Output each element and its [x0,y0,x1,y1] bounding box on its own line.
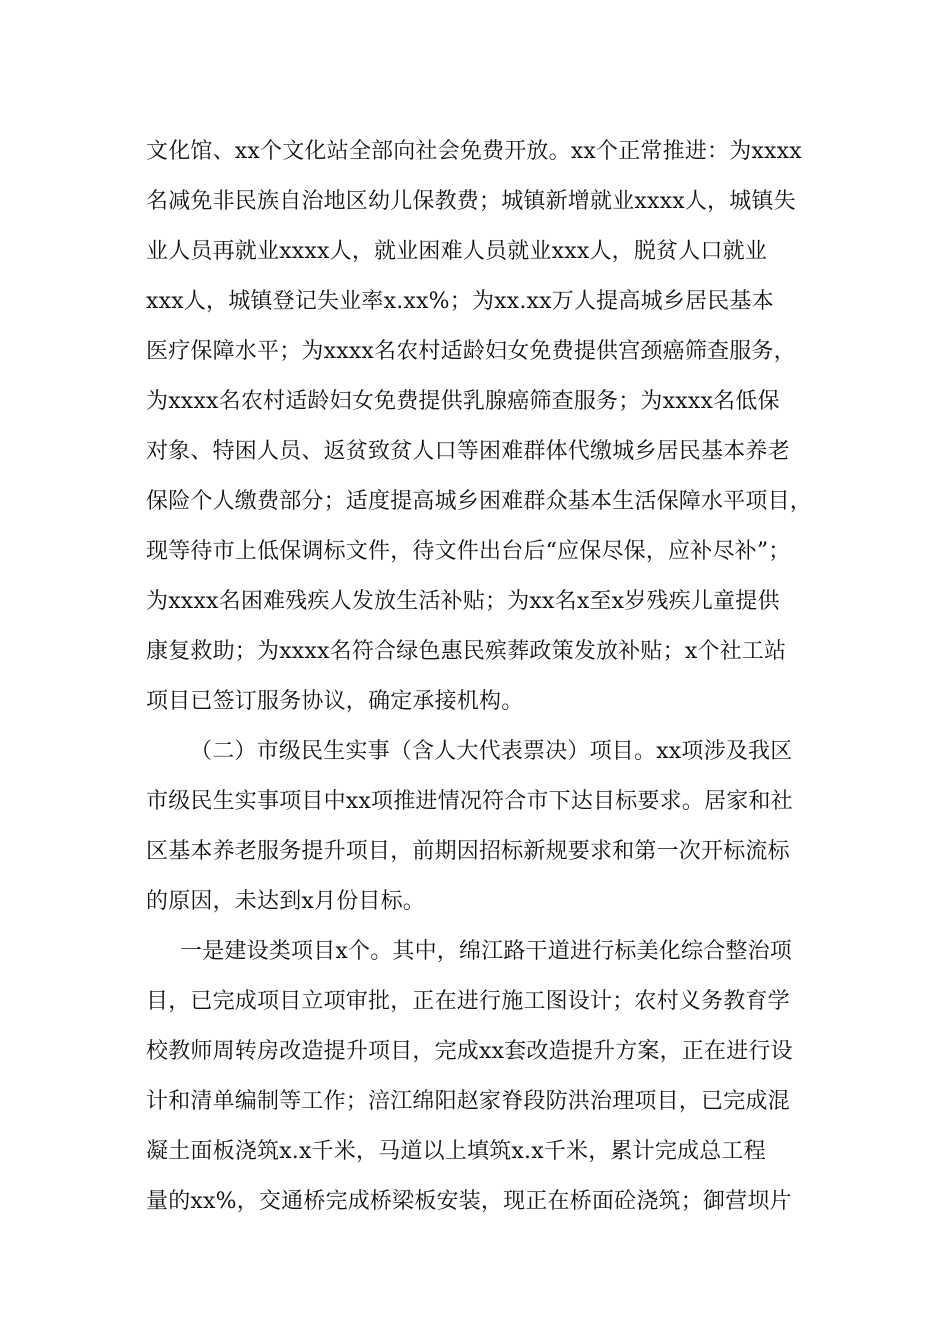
paragraph-line: 医疗保障水平；为xxxx名农村适龄妇女免费提供宫颈癌筛查服务， [146,339,796,364]
paragraph-line: 目，已完成项目立项审批，正在进行施工图设计；农村义务教育学 [146,989,790,1014]
paragraph-line: 保险个人缴费部分；适度提高城乡困难群众基本生活保障水平项目， [146,489,813,514]
paragraph-line: 名减免非民族自治地区幼儿保教费；城镇新增就业xxxx人，城镇失 [146,189,796,214]
paragraph-line: 计和清单编制等工作；涪江绵阳赵家脊段防洪治理项目，已完成混 [146,1089,790,1114]
paragraph-first-line: 一是建设类项目x个。其中，绵江路干道进行标美化综合整治项 [180,939,793,964]
paragraph-line: 的原因，未达到x月份目标。 [146,889,426,914]
paragraph-line: 市级民生实事项目中xx项推进情况符合市下达目标要求。居家和社 [146,789,793,814]
paragraph-line: 康复救助；为xxxx名符合绿色惠民殡葬政策发放补贴；x个社工站 [146,639,787,664]
paragraph-line: 为xxxx名困难残疾人发放生活补贴；为xx名x至x岁残疾儿童提供 [146,589,780,614]
paragraph-line: 区基本养老服务提升项目，前期因招标新规要求和第一次开标流标 [146,839,790,864]
paragraph-line: 业人员再就业xxxx人，就业困难人员就业xxx人，脱贫人口就业 [146,239,768,264]
paragraph-line: 量的xx%，交通桥完成桥梁板安装，现正在桥面砼浇筑；御营坝片 [146,1189,792,1214]
section-heading-line: （二）市级民生实事（含人大代表票决）项目。xx项涉及我区 [190,739,793,764]
paragraph-line: 现等待市上低保调标文件，待文件出台后“应保尽保，应补尽补”； [146,539,791,564]
paragraph-line: 为xxxx名农村适龄妇女免费提供乳腺癌筛查服务；为xxxx名低保 [146,389,780,414]
paragraph-line: 项目已签订服务协议，确定承接机构。 [146,689,524,714]
paragraph-line: 文化馆、xx个文化站全部向社会免费开放。xx个正常推进：为xxxx [146,139,802,164]
paragraph-line: xxx人，城镇登记失业率x.xx%；为xx.xx万人提高城乡居民基本 [146,289,774,314]
paragraph-line: 凝土面板浇筑x.x千米，马道以上填筑x.x千米，累计完成总工程 [146,1139,766,1164]
paragraph-line: 对象、特困人员、返贫致贫人口等困难群体代缴城乡居民基本养老 [146,439,790,464]
paragraph-line: 校教师周转房改造提升项目，完成xx套改造提升方案，正在进行设 [146,1039,793,1064]
